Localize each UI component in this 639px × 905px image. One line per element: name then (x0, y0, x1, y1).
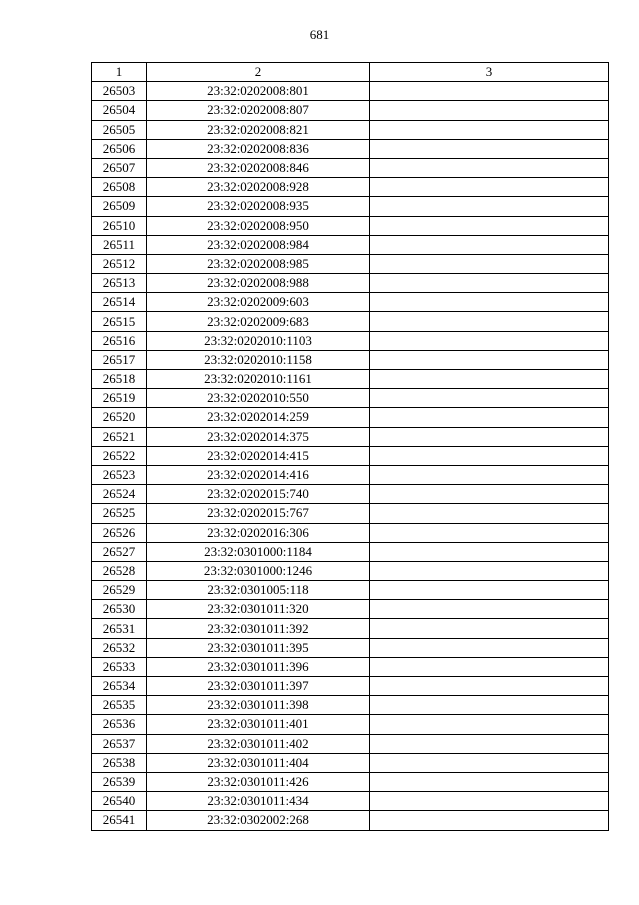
cadastral-number-cell: 23:32:0301000:1246 (147, 561, 370, 580)
row-number-cell: 26523 (92, 465, 147, 484)
row-number-cell: 26517 (92, 350, 147, 369)
note-cell (370, 619, 609, 638)
note-cell (370, 178, 609, 197)
cadastral-number-cell: 23:32:0202008:928 (147, 178, 370, 197)
row-number-cell: 26519 (92, 389, 147, 408)
row-number-cell: 26516 (92, 331, 147, 350)
note-cell (370, 427, 609, 446)
cadastral-number-cell: 23:32:0202014:259 (147, 408, 370, 427)
column-header-1: 1 (92, 63, 147, 82)
table-row (92, 465, 609, 484)
table-body (92, 82, 609, 830)
table-row (92, 696, 609, 715)
cadastral-number-cell: 23:32:0202008:984 (147, 235, 370, 254)
table-header (92, 63, 609, 82)
table-row (92, 581, 609, 600)
cadastral-number-cell: 23:32:0202008:985 (147, 254, 370, 273)
note-cell (370, 600, 609, 619)
cadastral-number-cell: 23:32:0202009:683 (147, 312, 370, 331)
table-row (92, 312, 609, 331)
table-row (92, 216, 609, 235)
column-header-3: 3 (370, 63, 609, 82)
cadastral-number-cell: 23:32:0202010:1158 (147, 350, 370, 369)
cadastral-number-cell: 23:32:0202008:846 (147, 158, 370, 177)
note-cell (370, 542, 609, 561)
cadastral-number-cell: 23:32:0301005:118 (147, 581, 370, 600)
table-row (92, 561, 609, 580)
note-cell (370, 274, 609, 293)
cadastral-number-cell: 23:32:0302002:268 (147, 811, 370, 830)
note-cell (370, 715, 609, 734)
note-cell (370, 101, 609, 120)
row-number-cell: 26532 (92, 638, 147, 657)
cadastral-number-cell: 23:32:0301011:401 (147, 715, 370, 734)
row-number-cell: 26528 (92, 561, 147, 580)
row-number-cell: 26514 (92, 293, 147, 312)
row-number-cell: 26539 (92, 772, 147, 791)
row-number-cell: 26527 (92, 542, 147, 561)
note-cell (370, 446, 609, 465)
row-number-cell: 26509 (92, 197, 147, 216)
row-number-cell: 26534 (92, 677, 147, 696)
row-number-cell: 26533 (92, 657, 147, 676)
row-number-cell: 26529 (92, 581, 147, 600)
row-number-cell: 26522 (92, 446, 147, 465)
cadastral-number-cell: 23:32:0202008:935 (147, 197, 370, 216)
note-cell (370, 254, 609, 273)
row-number-cell: 26512 (92, 254, 147, 273)
row-number-cell: 26515 (92, 312, 147, 331)
row-number-cell: 26538 (92, 753, 147, 772)
cadastral-number-cell: 23:32:0202014:415 (147, 446, 370, 465)
table-row (92, 772, 609, 791)
note-cell (370, 523, 609, 542)
table-row (92, 254, 609, 273)
row-number-cell: 26530 (92, 600, 147, 619)
table-row (92, 619, 609, 638)
table-row (92, 82, 609, 101)
row-number-cell: 26531 (92, 619, 147, 638)
row-number-cell: 26526 (92, 523, 147, 542)
note-cell (370, 638, 609, 657)
row-number-cell: 26521 (92, 427, 147, 446)
table-row (92, 178, 609, 197)
cadastral-number-cell: 23:32:0202008:821 (147, 120, 370, 139)
table-row (92, 139, 609, 158)
note-cell (370, 677, 609, 696)
row-number-cell: 26535 (92, 696, 147, 715)
cadastral-number-cell: 23:32:0202014:375 (147, 427, 370, 446)
table-row (92, 293, 609, 312)
cadastral-number-cell: 23:32:0202008:988 (147, 274, 370, 293)
table-row (92, 638, 609, 657)
cadastral-number-cell: 23:32:0301011:396 (147, 657, 370, 676)
row-number-cell: 26504 (92, 101, 147, 120)
note-cell (370, 581, 609, 600)
cadastral-number-cell: 23:32:0202015:740 (147, 485, 370, 504)
note-cell (370, 197, 609, 216)
note-cell (370, 139, 609, 158)
table-row (92, 427, 609, 446)
table-row (92, 235, 609, 254)
cadastral-number-cell: 23:32:0202008:801 (147, 82, 370, 101)
cadastral-number-cell: 23:32:0202016:306 (147, 523, 370, 542)
note-cell (370, 772, 609, 791)
note-cell (370, 312, 609, 331)
cadastral-number-cell: 23:32:0202014:416 (147, 465, 370, 484)
cadastral-number-cell: 23:32:0301011:320 (147, 600, 370, 619)
note-cell (370, 120, 609, 139)
table-row (92, 350, 609, 369)
cadastral-number-cell: 23:32:0202010:1161 (147, 370, 370, 389)
table-row (92, 715, 609, 734)
note-cell (370, 504, 609, 523)
table-row (92, 542, 609, 561)
table-row (92, 370, 609, 389)
registry-table (91, 62, 609, 831)
row-number-cell: 26506 (92, 139, 147, 158)
cadastral-number-cell: 23:32:0202015:767 (147, 504, 370, 523)
note-cell (370, 811, 609, 830)
note-cell (370, 158, 609, 177)
note-cell (370, 235, 609, 254)
cadastral-number-cell: 23:32:0202008:807 (147, 101, 370, 120)
table-row (92, 389, 609, 408)
cadastral-number-cell: 23:32:0301011:397 (147, 677, 370, 696)
note-cell (370, 753, 609, 772)
note-cell (370, 408, 609, 427)
table-row (92, 792, 609, 811)
note-cell (370, 370, 609, 389)
row-number-cell: 26511 (92, 235, 147, 254)
table-row (92, 677, 609, 696)
note-cell (370, 216, 609, 235)
note-cell (370, 293, 609, 312)
note-cell (370, 696, 609, 715)
cadastral-number-cell: 23:32:0202008:950 (147, 216, 370, 235)
row-number-cell: 26525 (92, 504, 147, 523)
note-cell (370, 465, 609, 484)
row-number-cell: 26505 (92, 120, 147, 139)
cadastral-number-cell: 23:32:0301000:1184 (147, 542, 370, 561)
table-header-row (92, 63, 609, 82)
row-number-cell: 26537 (92, 734, 147, 753)
row-number-cell: 26508 (92, 178, 147, 197)
row-number-cell: 26513 (92, 274, 147, 293)
column-header-2: 2 (147, 63, 370, 82)
note-cell (370, 561, 609, 580)
table-row (92, 657, 609, 676)
table-row (92, 446, 609, 465)
row-number-cell: 26503 (92, 82, 147, 101)
cadastral-number-cell: 23:32:0301011:434 (147, 792, 370, 811)
row-number-cell: 26510 (92, 216, 147, 235)
cadastral-number-cell: 23:32:0301011:395 (147, 638, 370, 657)
table-row (92, 811, 609, 830)
table-row (92, 600, 609, 619)
note-cell (370, 792, 609, 811)
cadastral-number-cell: 23:32:0202010:1103 (147, 331, 370, 350)
table-row (92, 734, 609, 753)
table-row (92, 523, 609, 542)
row-number-cell: 26541 (92, 811, 147, 830)
table-row (92, 408, 609, 427)
note-cell (370, 389, 609, 408)
table-row (92, 101, 609, 120)
page-number: 681 (309, 27, 330, 42)
row-number-cell: 26524 (92, 485, 147, 504)
table-row (92, 274, 609, 293)
cadastral-number-cell: 23:32:0202010:550 (147, 389, 370, 408)
cadastral-number-cell: 23:32:0301011:402 (147, 734, 370, 753)
table-row (92, 197, 609, 216)
table-row (92, 120, 609, 139)
row-number-cell: 26520 (92, 408, 147, 427)
cadastral-number-cell: 23:32:0202008:836 (147, 139, 370, 158)
row-number-cell: 26540 (92, 792, 147, 811)
cadastral-number-cell: 23:32:0301011:398 (147, 696, 370, 715)
table-row (92, 158, 609, 177)
row-number-cell: 26507 (92, 158, 147, 177)
note-cell (370, 82, 609, 101)
cadastral-number-cell: 23:32:0202009:603 (147, 293, 370, 312)
table-row (92, 485, 609, 504)
table-row (92, 331, 609, 350)
note-cell (370, 350, 609, 369)
row-number-cell: 26536 (92, 715, 147, 734)
note-cell (370, 331, 609, 350)
note-cell (370, 657, 609, 676)
row-number-cell: 26518 (92, 370, 147, 389)
table-row (92, 753, 609, 772)
cadastral-number-cell: 23:32:0301011:392 (147, 619, 370, 638)
note-cell (370, 485, 609, 504)
cadastral-number-cell: 23:32:0301011:426 (147, 772, 370, 791)
table-row (92, 504, 609, 523)
cadastral-number-cell: 23:32:0301011:404 (147, 753, 370, 772)
note-cell (370, 734, 609, 753)
